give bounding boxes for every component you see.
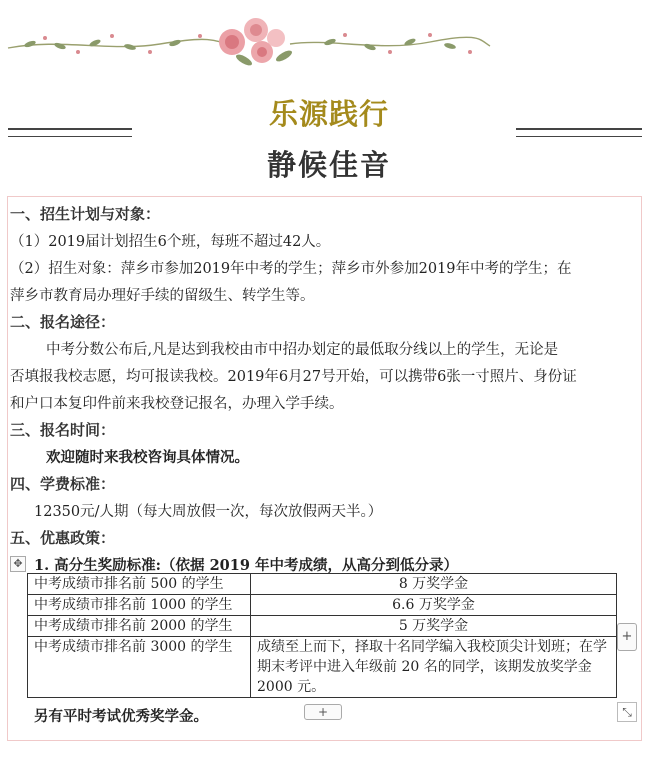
add-column-button[interactable]: + [617, 623, 637, 651]
award-note: 另有平时考试优秀奖学金。 [34, 708, 208, 725]
table-row [28, 595, 617, 616]
reward-cell: 5 万奖学金 [251, 616, 617, 637]
left-double-rule [8, 128, 132, 137]
title-gold: 乐源践行 [268, 97, 389, 131]
reward-cell: 6.6 万奖学金 [251, 595, 617, 616]
table-move-handle-icon[interactable]: ✥ [10, 556, 26, 572]
section-4-heading: 四、学费标准： [10, 475, 116, 493]
content-frame [7, 196, 642, 741]
title-dark: 静候佳音 [266, 148, 391, 182]
section-1-line-1: （1）2019届计划招生6个班，每班不超过42人。 [10, 234, 331, 250]
table-row [28, 616, 617, 637]
section-2-line-2: 否填报我校志愿，均可报读我校。2019年6月27号开始，可以携带6张一寸照片、身份证 [10, 369, 577, 385]
rank-cell: 中考成绩市排名前 1000 的学生 [28, 595, 251, 616]
floral-banner [0, 0, 658, 80]
award-table [27, 573, 617, 698]
section-2-heading: 二、报名途径： [10, 313, 116, 331]
table-row [28, 574, 617, 595]
award-table-title: 1. 高分生奖励标准:（依据 2019 年中考成绩，从高分到低分录） [34, 557, 458, 574]
section-3-heading: 三、报名时间： [10, 421, 116, 439]
table-row [28, 637, 617, 698]
rank-cell: 中考成绩市排名前 500 的学生 [28, 574, 251, 595]
rank-cell: 中考成绩市排名前 3000 的学生 [28, 637, 251, 698]
rank-cell: 中考成绩市排名前 2000 的学生 [28, 616, 251, 637]
section-1-line-2b: 萍乡市教育局办理好手续的留级生、转学生等。 [10, 288, 315, 304]
reward-cell: 成绩至上而下，择取十名同学编入我校顶尖计划班；在学期末考评中进入年级前 20 名的同学，该期发放奖学金 2000 元。 [251, 637, 617, 698]
section-1-heading: 一、招生计划与对象： [10, 205, 161, 223]
table-resize-handle-icon[interactable]: ⤡ [617, 702, 637, 722]
section-5-heading: 五、优惠政策： [10, 529, 116, 547]
right-double-rule [516, 128, 642, 137]
section-4-line-1: 12350元/人期（每大周放假一次，每次放假两天半。） [34, 504, 383, 520]
section-2-line-3: 和户口本复印件前来我校登记报名，办理入学手续。 [10, 396, 344, 412]
section-1-line-2a: （2）招生对象：萍乡市参加2019年中考的学生；萍乡市外参加2019年中考的学生；在 [10, 261, 572, 277]
section-3-line-1: 欢迎随时来我校咨询具体情况。 [46, 450, 249, 466]
reward-cell: 8 万奖学金 [251, 574, 617, 595]
add-row-button[interactable]: + [304, 704, 342, 720]
section-2-line-1: 中考分数公布后,凡是达到我校由市中招办划定的最低取分线以上的学生，无论是 [46, 342, 559, 358]
